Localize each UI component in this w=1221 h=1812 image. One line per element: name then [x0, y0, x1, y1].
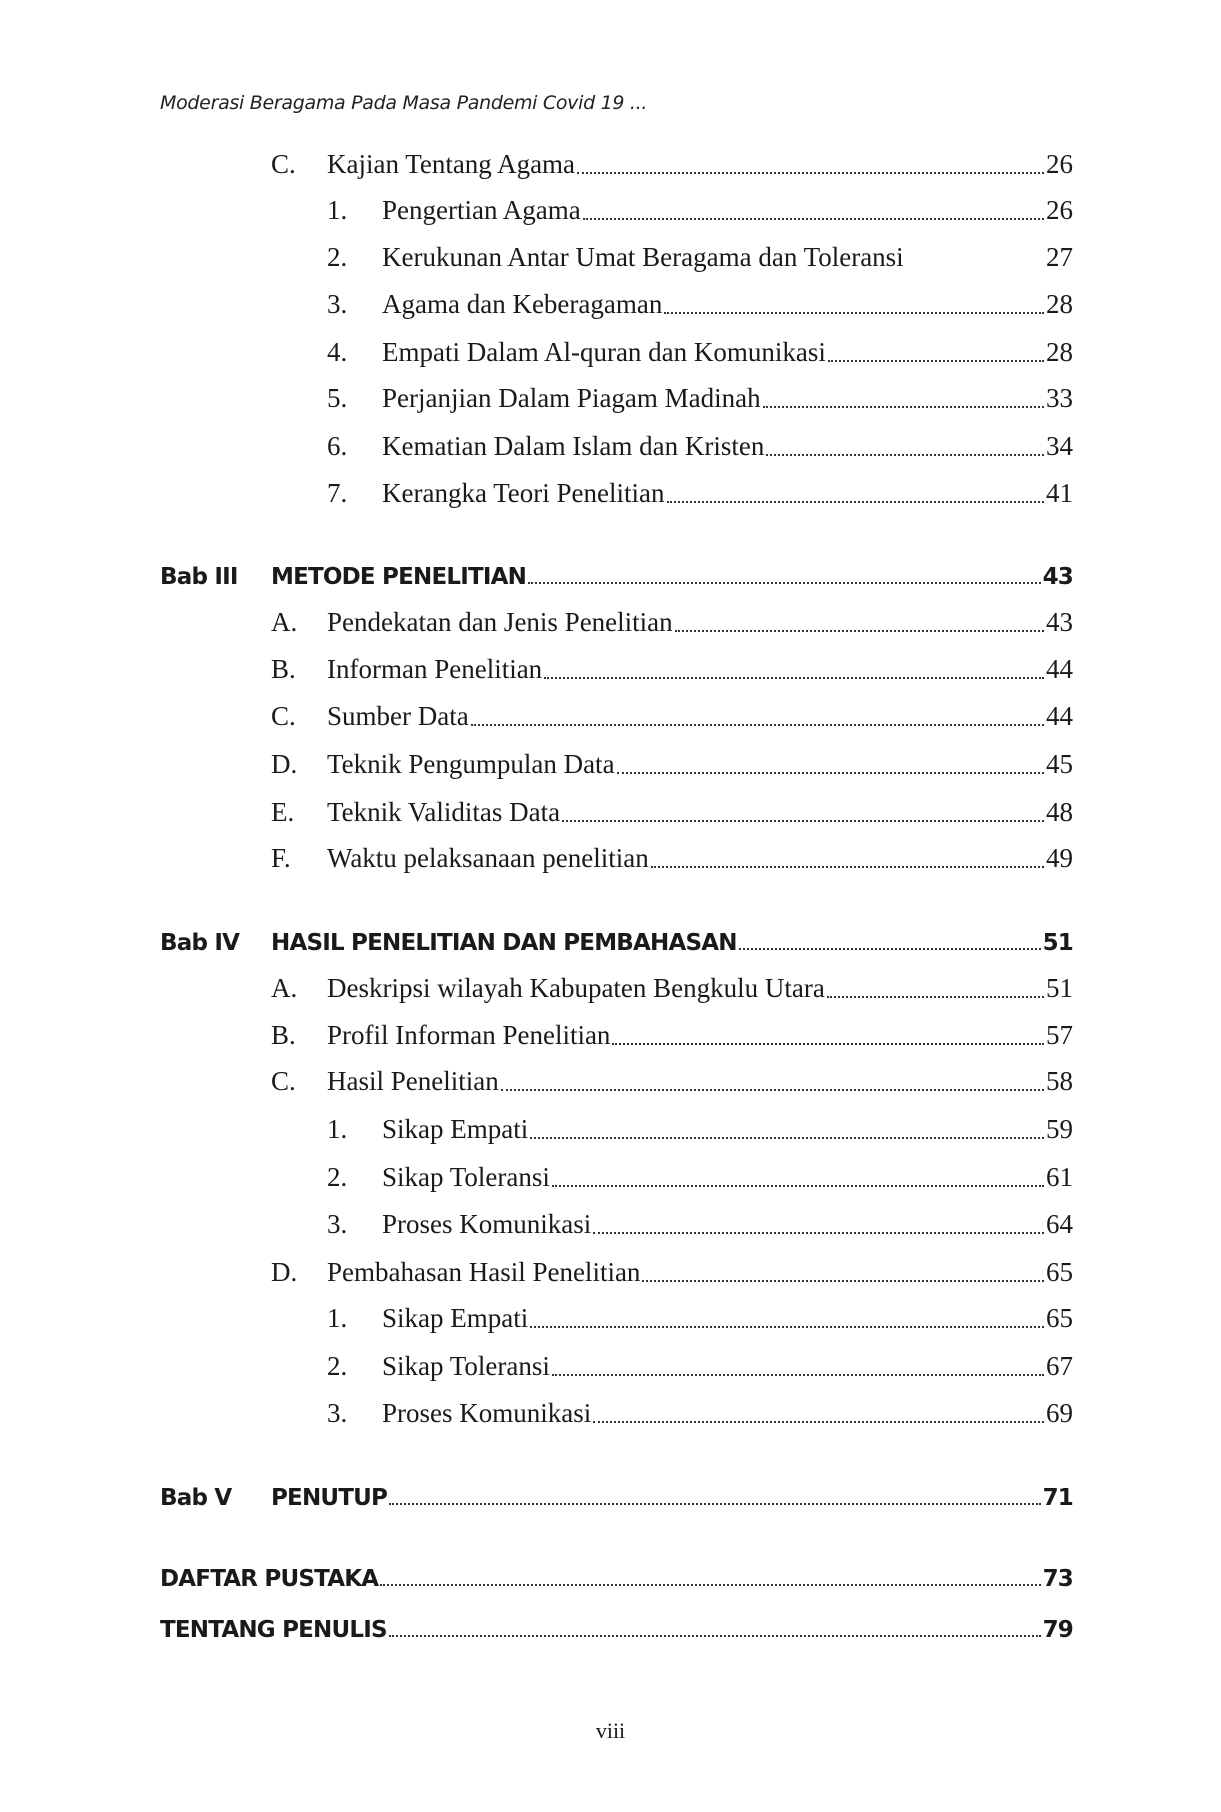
toc-marker: D. — [271, 749, 298, 779]
toc-title: Waktu pelaksanaan penelitian — [327, 843, 649, 873]
dot-leader — [471, 724, 1044, 726]
toc-title: Profil Informan Penelitian — [327, 1020, 611, 1050]
toc-page: 26 — [1046, 195, 1073, 225]
dot-leader — [380, 1584, 1040, 1586]
dot-leader — [651, 866, 1044, 868]
toc-page: 28 — [1046, 289, 1073, 319]
toc-marker: 1. — [327, 1114, 348, 1144]
toc-page: 51 — [1042, 930, 1073, 956]
toc-entry[interactable] — [0, 243, 1221, 277]
dot-leader — [593, 1421, 1044, 1423]
toc-page: 61 — [1046, 1162, 1073, 1192]
toc-page: 69 — [1046, 1398, 1073, 1428]
toc-marker: B. — [271, 1020, 296, 1050]
toc-entry[interactable] — [0, 798, 1221, 832]
toc-title: Teknik Validitas Data — [327, 797, 561, 827]
chapter-title: DAFTAR PUSTAKA — [160, 1566, 379, 1592]
toc-page: 65 — [1046, 1303, 1073, 1333]
toc-page: 57 — [1046, 1020, 1073, 1050]
toc-marker: C. — [271, 701, 296, 731]
dot-leader — [583, 218, 1044, 220]
toc-marker: B. — [271, 654, 296, 684]
toc-entry[interactable] — [0, 384, 1221, 418]
dot-leader — [763, 406, 1044, 408]
toc-title: Teknik Pengumpulan Data — [327, 749, 615, 779]
dot-leader — [612, 1043, 1044, 1045]
dot-leader — [593, 1232, 1044, 1234]
toc-entry[interactable] — [0, 1115, 1221, 1149]
running-header: Moderasi Beragama Pada Masa Pandemi Covid 19 ... — [160, 92, 648, 114]
toc-entry[interactable] — [0, 150, 1221, 184]
toc-page: 51 — [1046, 973, 1073, 1003]
toc-entry[interactable] — [0, 290, 1221, 324]
toc-title: Perjanjian Dalam Piagam Madinah — [382, 383, 761, 413]
toc-marker: 2. — [327, 1162, 348, 1192]
toc-chapter-5[interactable] — [0, 1481, 1221, 1515]
toc-title: Kerukunan Antar Umat Beragama dan Toleransi — [382, 242, 904, 272]
toc-entry[interactable] — [0, 750, 1221, 784]
dot-leader — [828, 360, 1044, 362]
toc-page: 43 — [1046, 607, 1073, 637]
toc-marker: C. — [271, 149, 296, 179]
toc-page: 43 — [1042, 564, 1073, 590]
toc-page: 41 — [1046, 478, 1073, 508]
toc-page: 64 — [1046, 1209, 1073, 1239]
toc-entry[interactable] — [0, 844, 1221, 878]
toc-entry[interactable] — [0, 1021, 1221, 1055]
toc-entry[interactable] — [0, 702, 1221, 736]
toc-marker: 3. — [327, 289, 348, 319]
toc-title: Empati Dalam Al-quran dan Komunikasi — [382, 337, 826, 367]
toc-entry[interactable] — [0, 655, 1221, 689]
toc-marker: 4. — [327, 337, 348, 367]
dot-leader — [389, 1503, 1040, 1505]
toc-title: Kerangka Teori Penelitian — [382, 478, 665, 508]
toc-title: Kajian Tentang Agama — [327, 149, 576, 179]
dot-leader — [544, 677, 1044, 679]
toc-page: 79 — [1042, 1617, 1073, 1643]
dot-leader — [664, 312, 1044, 314]
page-number: viii — [595, 1718, 626, 1743]
toc-title: Pendekatan dan Jenis Penelitian — [327, 607, 673, 637]
toc-title: Deskripsi wilayah Kabupaten Bengkulu Utara — [327, 973, 825, 1003]
dot-leader — [739, 948, 1041, 950]
toc-marker: 1. — [327, 195, 348, 225]
toc-page: 26 — [1046, 149, 1073, 179]
toc-title: Proses Komunikasi — [382, 1398, 592, 1428]
dot-leader — [577, 172, 1044, 174]
toc-title: Pembahasan Hasil Penelitian — [327, 1257, 641, 1287]
dot-leader — [530, 1326, 1044, 1328]
toc-entry[interactable] — [0, 1258, 1221, 1292]
toc-page: 67 — [1046, 1351, 1073, 1381]
toc-title: Proses Komunikasi — [382, 1209, 592, 1239]
toc-title: Pengertian Agama — [382, 195, 581, 225]
toc-about-author[interactable] — [0, 1613, 1221, 1647]
toc-entry[interactable] — [0, 479, 1221, 513]
chapter-title: METODE PENELITIAN — [271, 564, 527, 590]
toc-page: 44 — [1046, 701, 1073, 731]
toc-page: 65 — [1046, 1257, 1073, 1287]
dot-leader — [552, 1185, 1044, 1187]
toc-title: Informan Penelitian — [327, 654, 543, 684]
toc-page: 45 — [1046, 749, 1073, 779]
toc-title: Sumber Data — [327, 701, 469, 731]
dot-leader — [389, 1635, 1041, 1637]
toc-entry[interactable] — [0, 1210, 1221, 1244]
toc-entry[interactable] — [0, 1399, 1221, 1433]
chapter-title: TENTANG PENULIS — [160, 1617, 387, 1643]
toc-page: 49 — [1046, 843, 1073, 873]
chapter-label: Bab III — [160, 564, 238, 590]
dot-leader — [562, 820, 1044, 822]
toc-chapter-3[interactable] — [0, 560, 1221, 594]
toc-page: 28 — [1046, 337, 1073, 367]
toc-entry[interactable] — [0, 1067, 1221, 1101]
toc-marker: 6. — [327, 431, 348, 461]
toc-marker: 5. — [327, 383, 348, 413]
toc-marker: C. — [271, 1066, 296, 1096]
dot-leader — [675, 630, 1044, 632]
toc-entry[interactable] — [0, 432, 1221, 466]
toc-marker: 3. — [327, 1209, 348, 1239]
dot-leader — [617, 772, 1044, 774]
toc-marker: D. — [271, 1257, 298, 1287]
toc-entry[interactable] — [0, 196, 1221, 230]
toc-entry[interactable] — [0, 1304, 1221, 1338]
toc-entry[interactable] — [0, 974, 1221, 1008]
chapter-label: Bab V — [160, 1485, 232, 1511]
toc-entry[interactable] — [0, 338, 1221, 372]
toc-marker: E. — [271, 797, 295, 827]
chapter-title: HASIL PENELITIAN DAN PEMBAHASAN — [271, 930, 737, 956]
toc-page: 34 — [1046, 431, 1073, 461]
toc-marker: 2. — [327, 1351, 348, 1381]
toc-title: Agama dan Keberagaman — [382, 289, 663, 319]
toc-marker: 3. — [327, 1398, 348, 1428]
toc-title: Sikap Toleransi — [382, 1162, 550, 1192]
dot-leader — [528, 582, 1040, 584]
dot-leader — [552, 1374, 1044, 1376]
toc-chapter-4[interactable] — [0, 926, 1221, 960]
toc-marker: 1. — [327, 1303, 348, 1333]
toc-marker: A. — [271, 607, 298, 637]
toc-page: 48 — [1046, 797, 1073, 827]
toc-title: Kematian Dalam Islam dan Kristen — [382, 431, 765, 461]
toc-title: Sikap Empati — [382, 1303, 529, 1333]
toc-page: 71 — [1042, 1485, 1073, 1511]
toc-marker: 7. — [327, 478, 348, 508]
toc-marker: F. — [271, 843, 291, 873]
toc-page: 27 — [1046, 242, 1073, 272]
chapter-label: Bab IV — [160, 930, 240, 956]
toc-title: Sikap Toleransi — [382, 1351, 550, 1381]
dot-leader — [530, 1137, 1044, 1139]
chapter-title: PENUTUP — [271, 1485, 388, 1511]
toc-page: 73 — [1042, 1566, 1073, 1592]
dot-leader — [827, 996, 1044, 998]
toc-marker: A. — [271, 973, 298, 1003]
dot-leader — [667, 501, 1044, 503]
toc-bibliography[interactable] — [0, 1562, 1221, 1596]
toc-marker: 2. — [327, 242, 348, 272]
dot-leader — [642, 1280, 1044, 1282]
toc-page: 58 — [1046, 1066, 1073, 1096]
toc-page: 33 — [1046, 383, 1073, 413]
toc-page: 44 — [1046, 654, 1073, 684]
toc-entry[interactable] — [0, 1163, 1221, 1197]
toc-title: Sikap Empati — [382, 1114, 529, 1144]
toc-entry[interactable] — [0, 608, 1221, 642]
dot-leader — [766, 454, 1044, 456]
toc-title: Hasil Penelitian — [327, 1066, 499, 1096]
toc-page: 59 — [1046, 1114, 1073, 1144]
dot-leader — [501, 1089, 1044, 1091]
toc-entry[interactable] — [0, 1352, 1221, 1386]
